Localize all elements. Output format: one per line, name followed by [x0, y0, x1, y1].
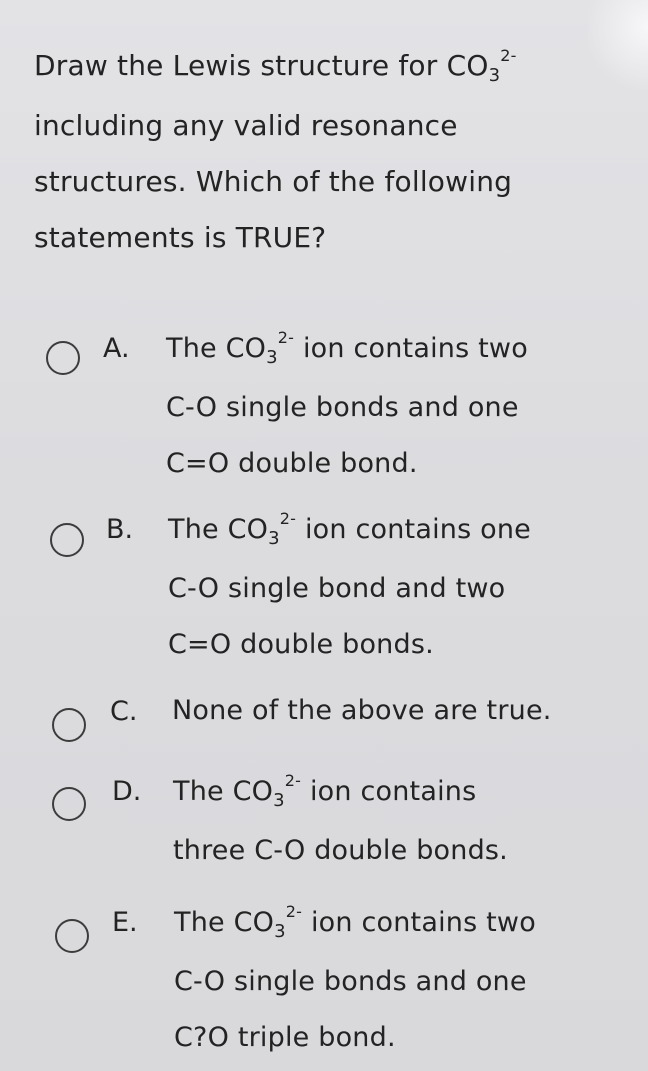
option-e-line-3: C?O triple bond.	[174, 1022, 396, 1053]
option-c-letter: C.	[110, 696, 138, 727]
option-d-pre: The	[173, 776, 224, 807]
option-b-line-1	[168, 502, 531, 561]
option-e-letter: E.	[112, 907, 138, 938]
option-a-formula	[225, 328, 295, 368]
option-a-line-1	[166, 321, 528, 380]
radio-option-e[interactable]	[55, 919, 89, 953]
formula-charge: 2-	[500, 46, 517, 65]
option-b-text	[168, 502, 531, 673]
formula-subscript: 3	[273, 790, 285, 811]
option-b-line-3: C=O double bonds.	[168, 629, 434, 660]
option-e-text	[174, 895, 536, 1066]
option-d-line-2: three C-O double bonds.	[173, 835, 508, 866]
formula-subscript: 3	[274, 921, 286, 942]
option-b-formula	[227, 509, 297, 549]
option-b-line-2: C-O single bond and two	[168, 573, 506, 604]
option-e-post: ion contains two	[310, 907, 536, 938]
question-line-1	[34, 38, 614, 98]
option-b[interactable]	[0, 505, 648, 675]
formula-charge: 2-	[279, 509, 297, 528]
formula-base: CO	[446, 49, 489, 82]
option-b-letter: B.	[106, 514, 134, 545]
option-a-pre: The	[166, 333, 217, 364]
question-line-4: statements is TRUE?	[34, 221, 327, 254]
option-c-line-1: None of the above are true.	[172, 695, 552, 726]
option-d-post: ion contains	[309, 776, 477, 807]
option-a-line-3: C=O double bond.	[166, 448, 418, 479]
option-a-text	[166, 321, 528, 492]
formula-subscript: 3	[266, 347, 278, 368]
carbonate-formula	[446, 46, 517, 86]
formula-base: CO	[225, 333, 267, 364]
option-e-line-1	[174, 895, 536, 954]
formula-charge: 2-	[284, 771, 302, 790]
radio-option-d[interactable]	[52, 787, 86, 821]
question-line-2: including any valid resonance	[34, 109, 458, 142]
formula-charge: 2-	[285, 902, 303, 921]
option-e-line-2: C-O single bonds and one	[174, 966, 527, 997]
option-d-letter: D.	[112, 776, 142, 807]
question-text	[34, 38, 614, 266]
formula-base: CO	[233, 907, 275, 938]
option-b-pre: The	[168, 514, 219, 545]
formula-subscript: 3	[488, 65, 501, 86]
option-a-letter: A.	[103, 333, 130, 364]
radio-option-c[interactable]	[52, 708, 86, 742]
option-c[interactable]	[0, 693, 648, 753]
formula-subscript: 3	[268, 528, 280, 549]
formula-base: CO	[227, 514, 269, 545]
formula-charge: 2-	[277, 328, 295, 347]
option-d-line-1	[173, 764, 508, 823]
option-e-pre: The	[174, 907, 225, 938]
option-d[interactable]	[0, 768, 648, 883]
option-d-formula	[232, 771, 302, 811]
radio-option-b[interactable]	[50, 523, 84, 557]
question-line-3: structures. Which of the following	[34, 165, 513, 198]
formula-base: CO	[232, 776, 274, 807]
option-e-formula	[233, 902, 303, 942]
radio-option-a[interactable]	[46, 341, 80, 375]
option-b-post: ion contains one	[304, 514, 531, 545]
option-d-text	[173, 764, 508, 879]
option-e[interactable]	[0, 898, 648, 1068]
question-line-1-text: Draw the Lewis structure for	[34, 49, 438, 82]
option-a-line-2: C-O single bonds and one	[166, 392, 519, 423]
option-a[interactable]	[0, 324, 648, 494]
option-a-post: ion contains two	[302, 333, 528, 364]
option-c-text	[172, 683, 552, 739]
